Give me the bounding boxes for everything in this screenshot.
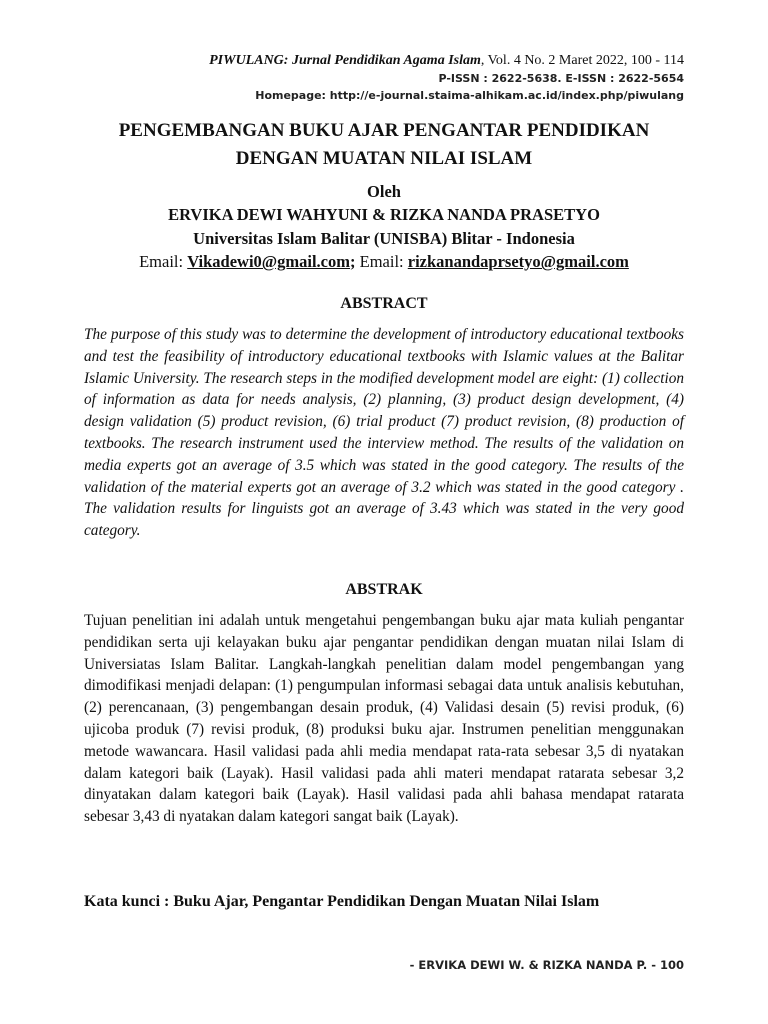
author-names: ERVIKA DEWI WAHYUNI & RIZKA NANDA PRASETYO [168,205,600,225]
journal-name: PIWULANG: Jurnal Pendidikan Agama Islam [209,53,481,68]
page-footer: - ERVIKA DEWI W. & RIZKA NANDA P. - 100 [409,958,684,972]
abstrak-heading: ABSTRAK [345,581,423,598]
email-label-2: Email: [359,252,408,272]
keywords: Kata kunci : Buku Ajar, Pengantar Pendidikan Dengan Muatan Nilai Islam [84,893,600,910]
issn-line: P-ISSN : 2622-5638. E-ISSN : 2622-5654 [438,72,684,85]
paper-title [84,117,684,172]
title-line-2: DENGAN MUATAN NILAI ISLAM [235,147,533,169]
journal-citation [209,50,684,71]
volume-info: , Vol. 4 No. 2 Maret 2022, 100 - 114 [480,53,684,68]
author-block [84,180,684,274]
homepage-line: Homepage: http://e-journal.staima-alhikam.ac.id/index.php/piwulang [255,88,684,102]
by-label: Oleh [367,182,401,201]
abstract-heading: ABSTRACT [340,295,428,312]
email-separator: ; [350,252,360,272]
affiliation: Universitas Islam Balitar (UNISBA) Blitar - Indonesia [193,228,575,248]
email-line [84,250,684,273]
email-link-2[interactable]: rizkanandaprsetyo@gmail.com [407,252,629,272]
abstract-text: The purpose of this study was to determine the development of introductory educational textbooks and test the feasibility of introductory educational textbooks with Islamic values at the Balitar Islamic University. The research steps in the modified development model are eight: (1) collection of information as data for needs analysis, (2) planning, (3) product design development, (4) design validation (5) product revision, (6) trial product (7) product revision, (8) production of textbooks. The research instrument used the interview method. The results of the validation on media experts got an average of 3.5 which was stated in the good category. The results of the validation of the material experts got an average of 3.2 which was stated in the good category . The validation results for linguists got an average of 3.43 which was stated in the very good category. [84,326,684,540]
journal-header [209,50,684,104]
email-label-1: Email: [139,252,188,272]
email-link-1[interactable]: Vikadewi0@gmail.com [187,252,350,272]
title-line-1: PENGEMBANGAN BUKU AJAR PENGANTAR PENDIDIKAN [118,120,650,141]
abstrak-text: Tujuan penelitian ini adalah untuk mengetahui pengembangan buku ajar mata kuliah pengantar pendidikan serta uji kelayakan buku ajar pengantar pendidikan dengan muatan nilai Islam di Universiatas Islam Balitar. Langkah-langkah penelitian dalam model pengembangan yang dimodifikasi menjadi delapan: (1) pengumpulan informasi sebagai data untuk analisis kebutuhan, (2) perencanaan, (3) pengembangan desain produk, (4) Validasi desain (5) revisi produk, (6) ujicoba produk (7) revisi produk, (8) produksi buku ajar. Instrumen penelitian menggunakan metode wawancara. Hasil validasi pada ahli media mendapat rata-rata sebesar 3,5 di nyatakan dalam kategori baik (Layak). Hasil validasi pada ahli materi mendapat ratarata sebesar 3,2 dinyatakan dalam kategori baik (Layak). Hasil validasi pada ahli bahasa mendapat ratarata sebesar 3,43 di nyatakan dalam kategori sangat baik (Layak). [84,612,684,826]
